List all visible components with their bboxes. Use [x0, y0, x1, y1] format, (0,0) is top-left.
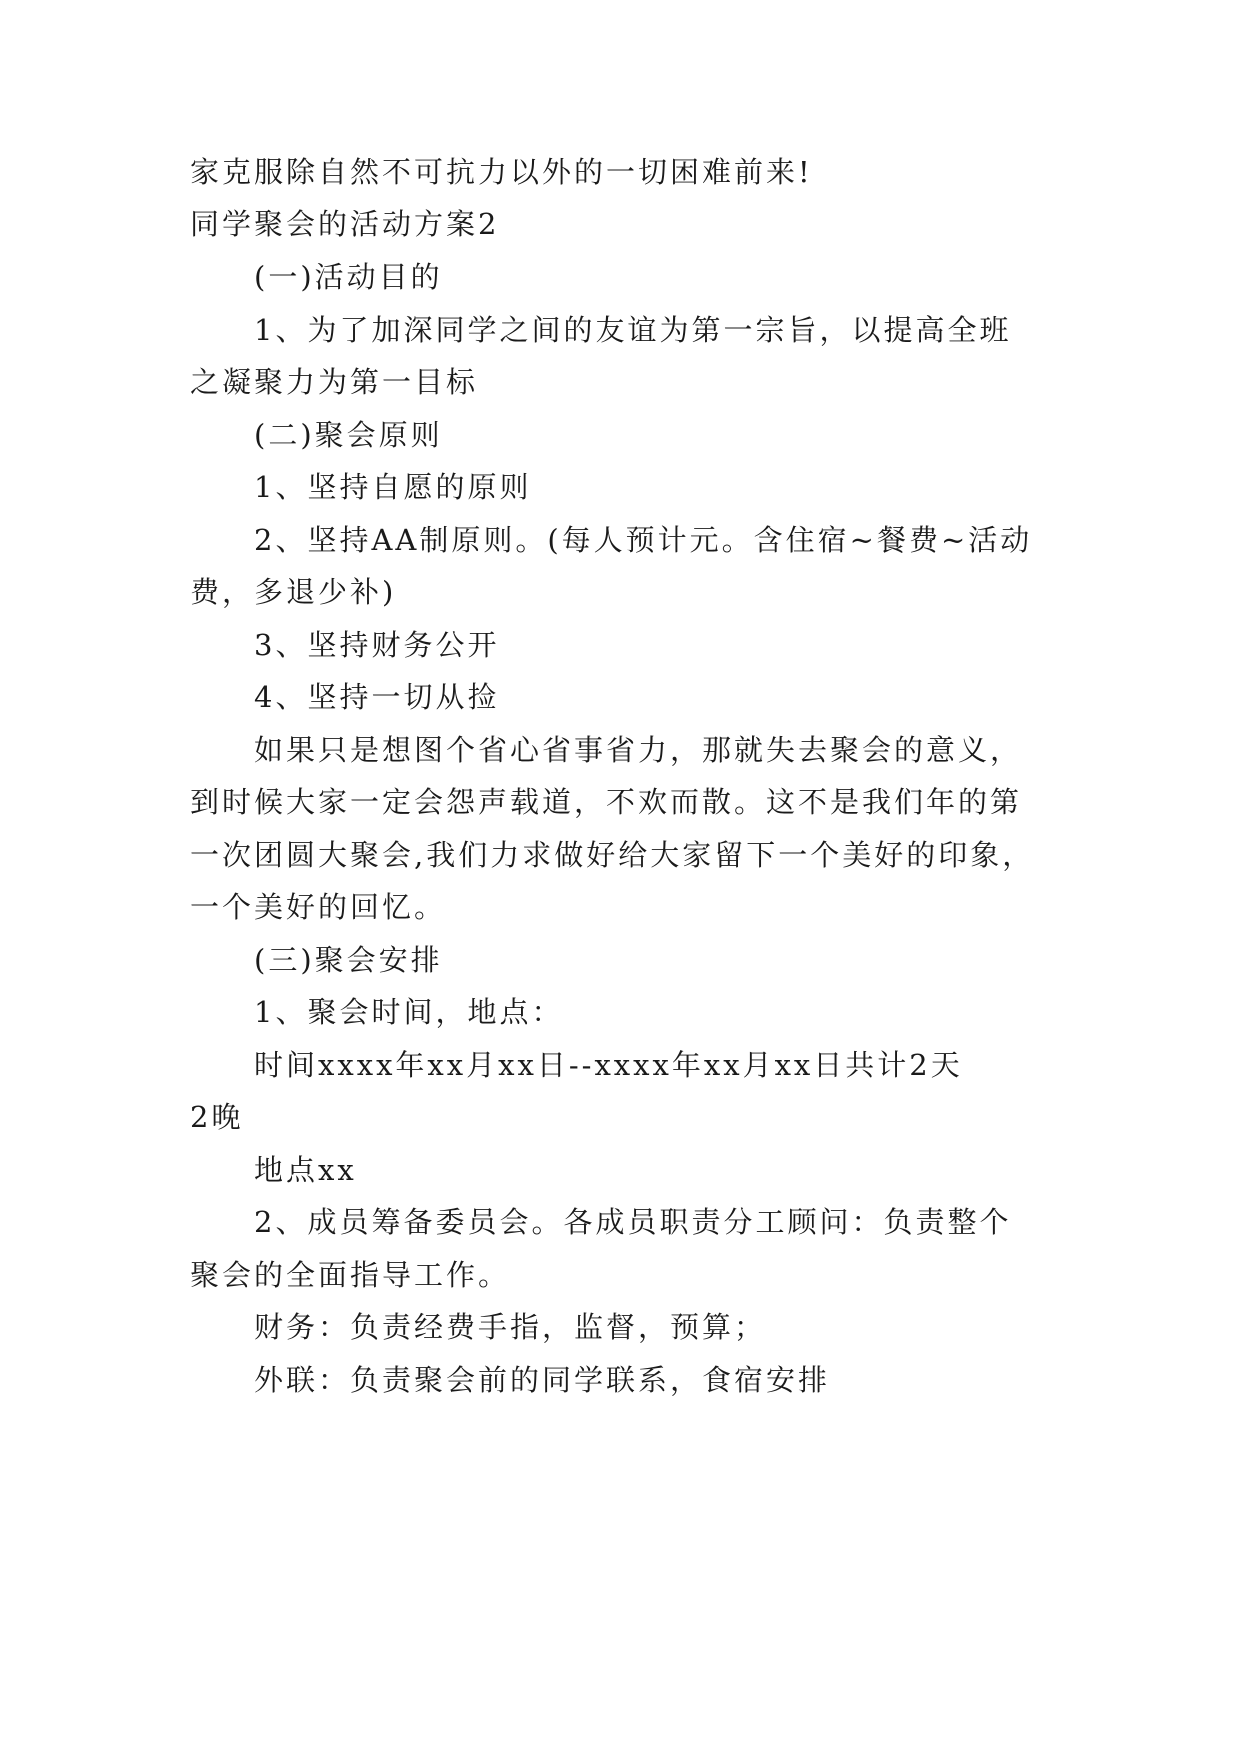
text-line-principle-2: 2、坚持AA制原则。(每人预计元。含住宿~餐费~活动: [254, 523, 1033, 557]
text-line-paragraph-1: 如果只是想图个省心省事省力，那就失去聚会的意义，: [254, 733, 1023, 767]
text-line-paragraph-2: 到时候大家一定会怨声载道，不欢而散。这不是我们年的第: [190, 785, 1023, 819]
text-line-time-place: 1、聚会时间，地点：: [254, 995, 564, 1029]
text-line-time: 时间xxxx年xx月xx日--xxxx年xx月xx日共计2天: [254, 1048, 963, 1082]
text-line-principle-1: 1、坚持自愿的原则: [254, 470, 532, 504]
text-line-committee: 2、成员筹备委员会。各成员职责分工顾问：负责整个: [254, 1205, 1012, 1239]
heading-arrangement: (三)聚会安排: [254, 943, 443, 977]
text-line-place: 地点xx: [254, 1153, 357, 1187]
text-line-paragraph-4: 一个美好的回忆。: [190, 890, 447, 924]
text-line-principle-3: 3、坚持财务公开: [254, 628, 500, 662]
section-title: 同学聚会的活动方案2: [190, 207, 500, 241]
text-line-principle-2-cont: 费，多退少补): [190, 575, 397, 609]
text-line-purpose-1: 1、为了加深同学之间的友谊为第一宗旨，以提高全班: [254, 313, 1012, 347]
text-line-1: 家克服除自然不可抗力以外的一切困难前来!: [190, 155, 813, 189]
heading-activity-purpose: (一)活动目的: [254, 260, 443, 294]
heading-principles: (二)聚会原则: [254, 418, 443, 452]
text-line-paragraph-3: 一次团圆大聚会,我们力求做好给大家留下一个美好的印象，: [190, 838, 1035, 872]
text-line-finance: 财务：负责经费手指，监督，预算；: [254, 1310, 767, 1344]
text-line-purpose-1-cont: 之凝聚力为第一目标: [190, 365, 479, 399]
text-line-liaison: 外联：负责聚会前的同学联系，食宿安排: [254, 1363, 831, 1397]
text-line-time-cont: 2晚: [190, 1100, 244, 1134]
text-line-principle-4: 4、坚持一切从捡: [254, 680, 500, 714]
text-line-committee-cont: 聚会的全面指导工作。: [190, 1258, 511, 1292]
